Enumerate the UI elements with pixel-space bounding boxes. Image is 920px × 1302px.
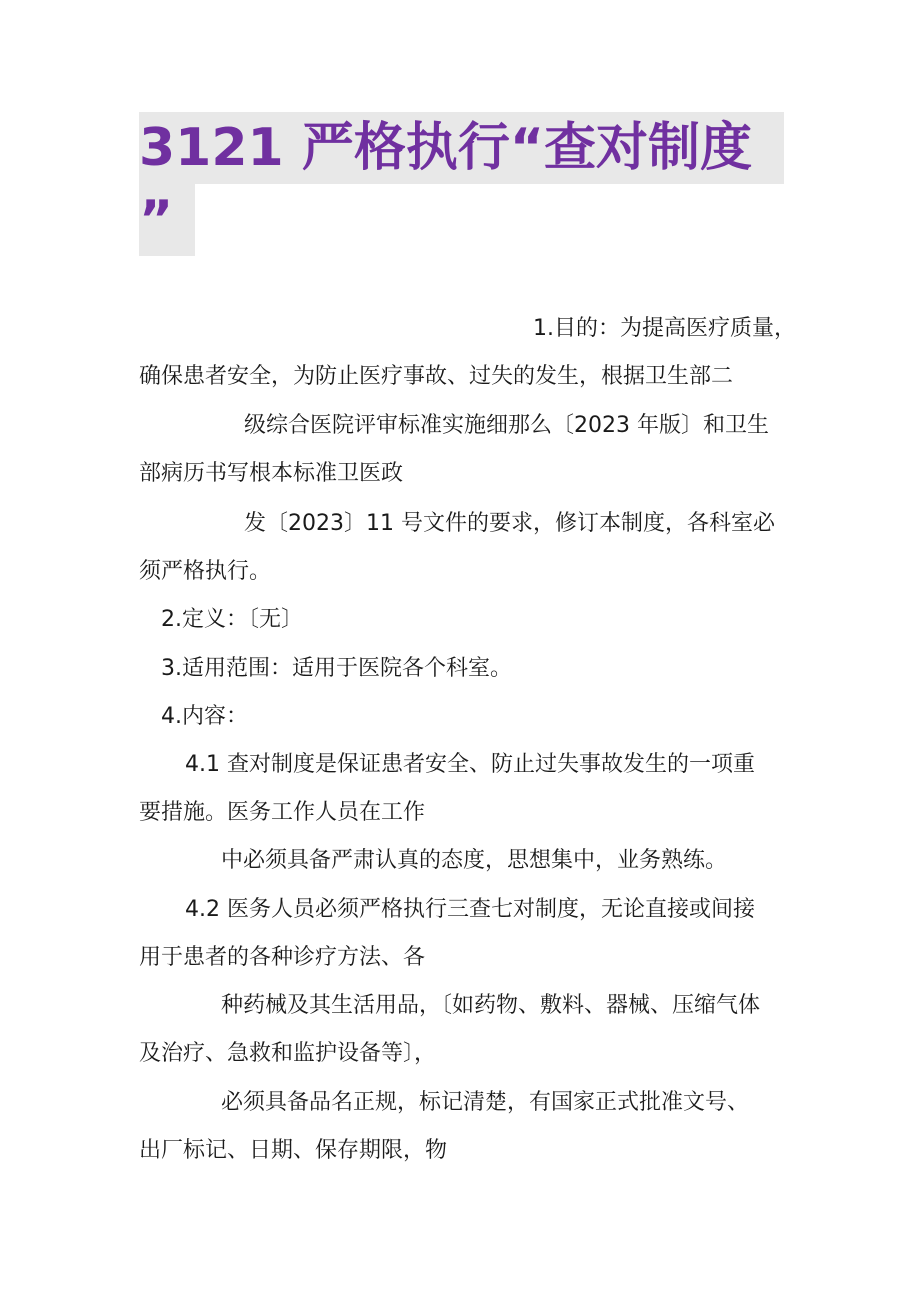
paragraph-line: 4.内容： <box>161 704 248 729</box>
paragraph-line: 1.目的：为提高医疗质量， <box>533 316 796 341</box>
paragraph-line: 4.1 查对制度是保证患者安全、防止过失事故发生的一项重 <box>185 752 755 777</box>
paragraph-line: 3.适用范围：适用于医院各个科室。 <box>161 656 512 681</box>
paragraph-line: 必须具备品名正规，标记清楚，有国家正式批准文号、 <box>221 1090 750 1115</box>
paragraph-line: 确保患者安全，为防止医疗事故、过失的发生，根据卫生部二 <box>139 364 734 389</box>
paragraph-line: 用于患者的各种诊疗方法、各 <box>139 945 426 970</box>
paragraph-line: 部病历书写根本标准卫医政 <box>139 461 404 486</box>
paragraph-line: 2.定义：〔无〕 <box>161 607 303 632</box>
paragraph-line: 出厂标记、日期、保存期限，物 <box>139 1138 448 1163</box>
document-title <box>139 112 799 256</box>
title-line-1: 3121 严格执行“查对制度 <box>139 112 784 184</box>
paragraph-line: 中必须具备严肃认真的态度，思想集中，业务熟练。 <box>221 848 728 873</box>
paragraph-line: 及治疗、急救和监护设备等〕， <box>139 1041 437 1066</box>
paragraph-line: 级综合医院评审标准实施细那么〔2023 年版〕和卫生 <box>244 413 769 438</box>
paragraph-line: 4.2 医务人员必须严格执行三查七对制度，无论直接或间接 <box>185 897 755 922</box>
paragraph-line: 要措施。医务工作人员在工作 <box>139 800 426 825</box>
paragraph-line: 须严格执行。 <box>139 559 272 584</box>
title-line-2: ” <box>139 184 195 256</box>
paragraph-line: 种药械及其生活用品，〔如药物、敷料、器械、压缩气体 <box>221 993 761 1018</box>
paragraph-line: 发〔2023〕11 号文件的要求，修订本制度，各科室必 <box>244 511 775 536</box>
